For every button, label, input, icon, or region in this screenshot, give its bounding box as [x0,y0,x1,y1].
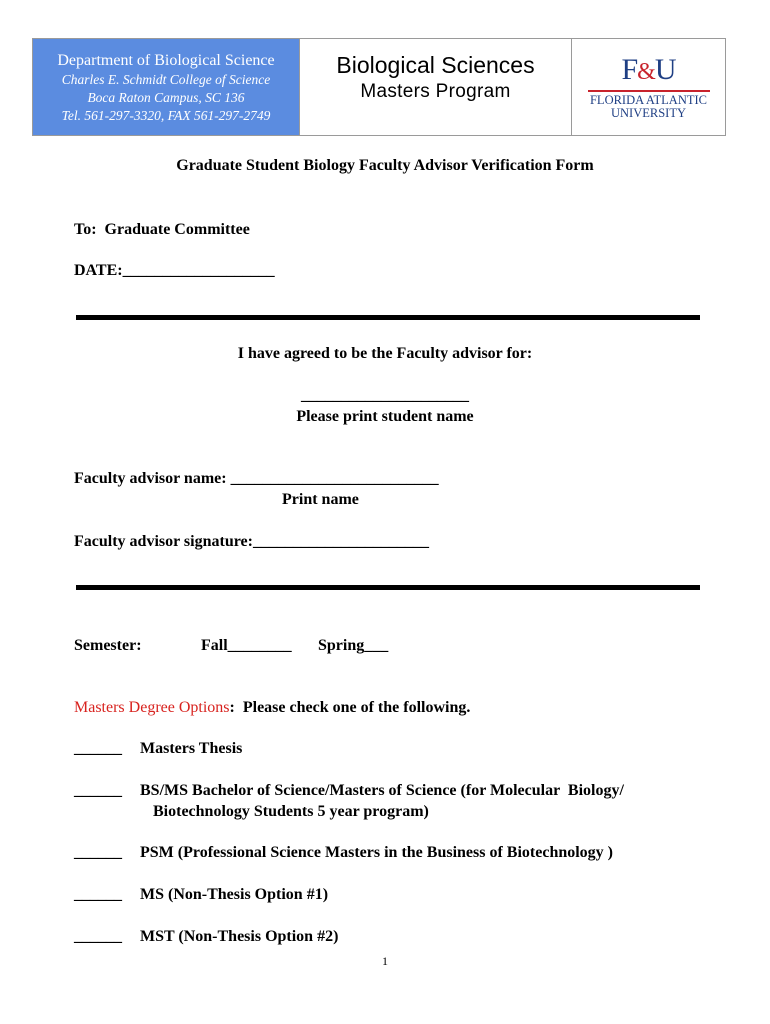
divider-2 [76,585,700,590]
student-name-field[interactable]: _____________________ [301,387,469,404]
semester-label: Semester: [74,637,142,654]
option-ms: MS (Non-Thesis Option #1) [140,886,329,903]
options-label: Masters Degree Options [74,699,230,716]
fall-field[interactable]: Fall________ [201,637,292,654]
department-block [33,39,300,135]
logo-mark-f: F [621,52,638,86]
logo-mark-u: U [654,52,676,86]
option-bsms-continuation: Biotechnology Students 5 year program) [153,803,429,820]
form-title: Graduate Student Biology Faculty Advisor Verification Form [176,157,594,174]
advisor-signature-field[interactable]: Faculty advisor signature:______________________ [74,533,429,550]
student-name-caption: Please print student name [296,408,474,425]
campus-address: Boca Raton Campus, SC 136 [87,90,245,105]
logo-mark-amp: & [637,58,655,85]
advisor-name-caption: Print name [282,491,359,508]
divider-1 [76,315,700,320]
college-name: Charles E. Schmidt College of Science [61,72,271,87]
option-blank-ms[interactable]: ______ [74,886,122,903]
options-instruction: : Please check one of the following. [229,699,471,716]
option-blank-bsms[interactable]: ______ [74,782,122,799]
program-block [300,39,572,135]
fau-logo [572,39,725,135]
option-mst: MST (Non-Thesis Option #2) [140,928,339,945]
spring-field[interactable]: Spring___ [318,637,389,654]
to-line: To: Graduate Committee [74,221,250,238]
option-psm: PSM (Professional Science Masters in the Business of Biotechnology ) [140,844,614,861]
letterhead [32,38,726,136]
program-subtitle: Masters Program [360,81,511,102]
option-bsms: BS/MS Bachelor of Science/Masters of Science (for Molecular Biology/ [140,782,624,799]
option-blank-psm[interactable]: ______ [74,844,122,861]
option-blank-mst[interactable]: ______ [74,928,122,945]
department-name: Department of Biological Science [57,52,275,69]
program-title: Biological Sciences [336,52,535,78]
date-field[interactable]: DATE:___________________ [74,262,275,279]
option-thesis: Masters Thesis [140,740,243,757]
contact-info: Tel. 561-297-3320, FAX 561-297-2749 [61,108,271,123]
logo-line-1: FLORIDA ATLANTIC [589,92,708,107]
logo-line-2: UNIVERSITY [611,105,686,120]
page-number: 1 [382,954,388,968]
logo-rule [588,90,710,92]
agreement-text: I have agreed to be the Faculty advisor for: [237,345,533,362]
options-heading [74,699,470,717]
fau-logo-mark [621,52,676,87]
option-blank-thesis[interactable]: ______ [74,740,122,757]
advisor-name-field[interactable]: Faculty advisor name: __________________________ [74,470,439,487]
